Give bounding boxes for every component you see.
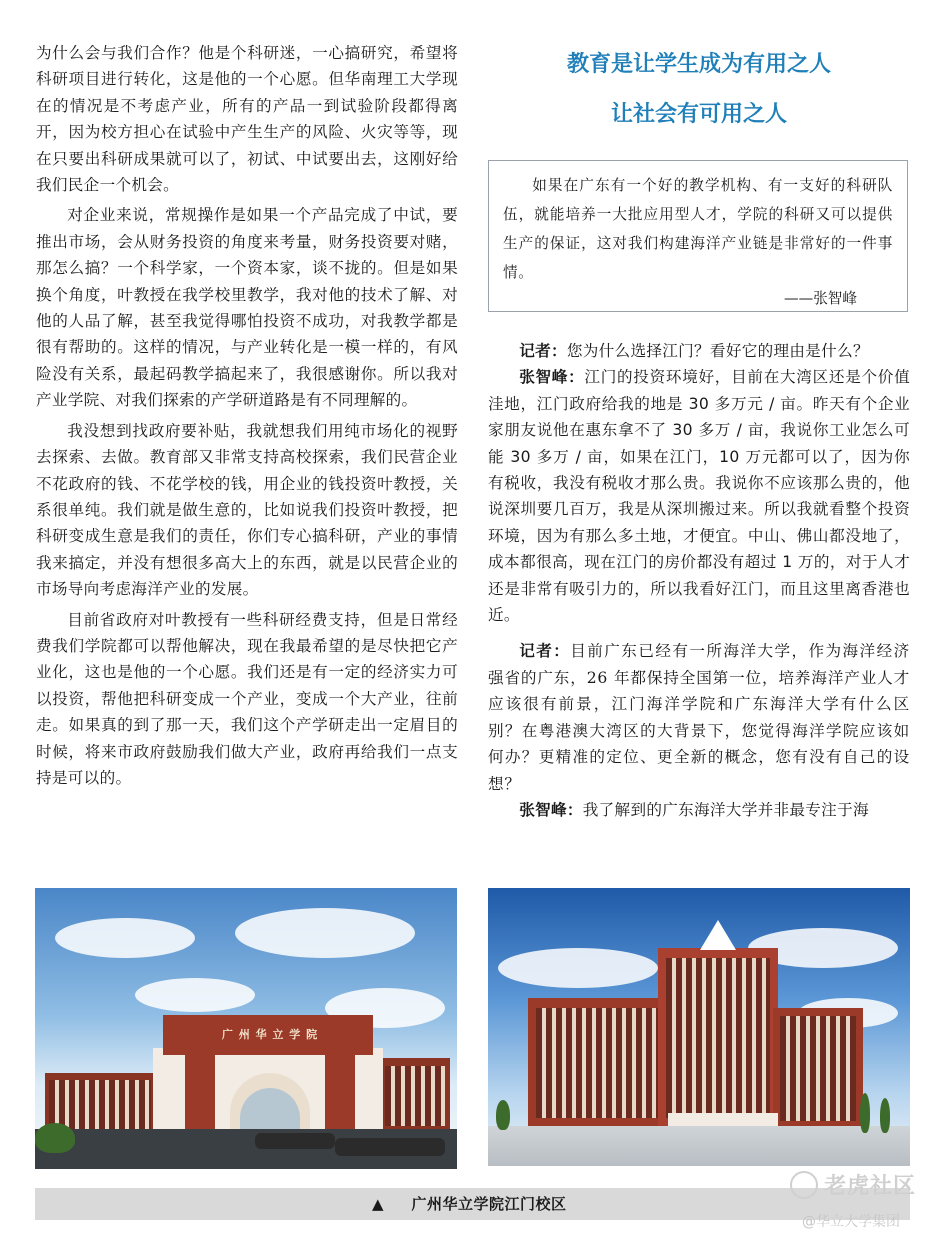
paw-logo-icon <box>790 1171 818 1199</box>
interview-paragraph <box>488 364 910 628</box>
paragraph: 目前省政府对叶教授有一些科研经费支持，但是日常经费我们学院都可以帮他解决，现在我最希望的是尽快把它产业化，这也是他的一个心愿。我们还是有一定的经济实力可以投资，帮他把科研变成一个产业，变成一个大产业，往前走。如果真的到了那一天，我们这个产学研走出一定眉目的时候，将来市政府鼓励我们做大产业，政府再给我们一点支持是可以的。 <box>36 610 458 787</box>
paragraph: 为什么会与我们合作？他是个科研迷，一心搞研究，希望将科研项目进行转化，这是他的一个心愿。但华南理工大学现在的情况是不考虑产业，所有的产品一到试验阶段都得离开，因为校方担心在试验中产生生产的风险、火灾等等，现在只要出科研成果就可以了，初试、中试要出去，这刚好给我们民企一个机会。 <box>36 44 458 195</box>
interview-paragraph <box>488 338 910 364</box>
photo-caption <box>372 1188 567 1220</box>
interview-text: 目前广东已经有一所海洋大学，作为海洋经济强省的广东，26 年都保持全国第一位，培养海洋产业人才应该很有前景，江门海洋学院和广东海洋大学有什么区别？在粤港澳大湾区的大背景下，您觉得海洋学院应该如何办？更精准的定位、更全新的概念，您有没有自己的设想？ <box>488 642 910 793</box>
interview-text: 我了解到的广东海洋大学并非最专注于海 <box>582 800 869 819</box>
quote-signature: ——张智峰 <box>784 290 857 307</box>
headline-line-1: 教育是让学生成为有用之人 <box>566 52 831 77</box>
interview-text: 您为什么选择江门？看好它的理由是什么？ <box>566 342 869 360</box>
gate-sign: 广 州 华 立 学 院 <box>221 1028 319 1041</box>
paragraph: 我没想到找政府要补贴，我就想我们用纯市场化的视野去探索、去做。教育部又非常支持高校探索，我们民营企业不花政府的钱、不花学校的钱，用企业的钱投资叶教授，关系很单纯。我们就是做生意的，比如说我们投资叶教授，把科研变成生意是我们的责任，你们专心搞科研，产业的事情我来搞定，并没有想很多高大上的东西，就是以民营企业的市场导向考虑海洋产业的发展。 <box>36 421 458 599</box>
speaker-label: 记者： <box>519 342 567 360</box>
caption-text: 广州华立学院江门校区 <box>411 1195 567 1213</box>
headline-line-2: 让社会有可用之人 <box>610 102 787 127</box>
interview-text: 江门的投资环境好，目前在大湾区还是个价值洼地，江门政府给我的地是 30 多万元 / 亩。昨天有个企业家朋友说他在惠东拿不了 30 多万 / 亩，我说你工业怎么可能 30 多万 / 亩，如果在江门，10 万元都可以了，因为你有税收，我没有税收才那么贵。我说你不应该那么贵的，他说深圳要几百万，我是从深圳搬过来。所以我就看整个投资环境，因为有那么多土地，才便宜。中山、佛山都没地了，成本都很高，现在江门的房价都没有超过 1 万的，对于人才还是非常有吸引力的，所以我看好江门，而且这里离香港也近。 <box>488 368 910 625</box>
interview-paragraph <box>488 638 910 796</box>
watermark-site <box>790 1170 916 1204</box>
speaker-label: 记者： <box>519 641 571 661</box>
interview <box>488 338 910 823</box>
watermark-site-text: 老虎社区 <box>824 1174 917 1199</box>
pull-quote <box>488 160 908 312</box>
quote-text: 如果在广东有一个好的教学机构、有一支好的科研队伍，就能培养一大批应用型人才，学院的科研又可以提供生产的保证，这对我们构建海洋产业链是非常好的一件事情。 <box>503 177 893 281</box>
headline <box>488 40 910 140</box>
speaker-label: 张智峰： <box>519 800 583 819</box>
campus-building-photo <box>488 888 910 1166</box>
left-column <box>36 40 458 791</box>
interview-paragraph <box>488 797 910 823</box>
campus-gate-photo <box>35 888 457 1169</box>
speaker-label: 张智峰： <box>519 368 585 387</box>
paragraph: 对企业来说，常规操作是如果一个产品完成了中试，要推出市场，会从财务投资的角度来考量，财务投资要对赌，那怎么搞？一个科学家，一个资本家，谈不拢的。但是如果换个角度，叶教授在我学校里教学，我对他的技术了解、对他的人品了解，甚至我觉得哪怕投资不成功，对我教学都是很有帮助的。这样的情况，与产业转化是一模一样的，有风险没有关系，最起码教学搞起来了，我很感谢你。所以我对产业学院、对我们探索的产学研道路是有不同理解的。 <box>36 206 458 410</box>
watermark-account: @华立大学集团 <box>802 1214 900 1230</box>
triangle-up-icon: ▲ <box>372 1195 385 1213</box>
